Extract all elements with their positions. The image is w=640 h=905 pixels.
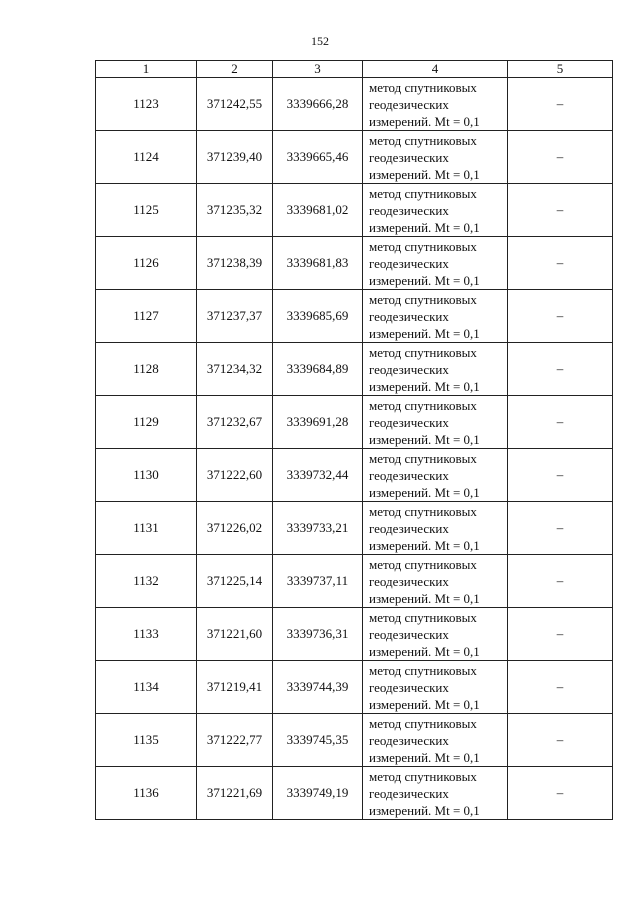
note-cell: – <box>508 131 613 184</box>
method-cell <box>363 714 508 767</box>
point-number-cell: 1135 <box>96 714 197 767</box>
x-coordinate-cell: 371221,69 <box>197 767 273 820</box>
method-line: метод спутниковых <box>369 662 477 678</box>
x-coordinate-cell: 371239,40 <box>197 131 273 184</box>
page-number: 152 <box>311 34 329 48</box>
method-line: метод спутниковых <box>369 291 477 307</box>
note-cell: – <box>508 714 613 767</box>
method-line: метод спутниковых <box>369 556 477 572</box>
x-coordinate-cell: 371235,32 <box>197 184 273 237</box>
x-coordinate-cell: 371225,14 <box>197 555 273 608</box>
method-cell <box>363 502 508 555</box>
method-line: геодезических <box>369 785 449 801</box>
method-line: метод спутниковых <box>369 344 477 360</box>
method-line: измерений. Mt = 0,1 <box>369 378 480 394</box>
note-cell: – <box>508 78 613 131</box>
method-line: измерений. Mt = 0,1 <box>369 749 480 765</box>
x-coordinate-cell: 371238,39 <box>197 237 273 290</box>
method-cell <box>363 555 508 608</box>
y-coordinate-cell: 3339685,69 <box>273 290 363 343</box>
column-header-2: 2 <box>197 61 273 78</box>
method-cell <box>363 290 508 343</box>
method-line: метод спутниковых <box>369 397 477 413</box>
y-coordinate-cell: 3339733,21 <box>273 502 363 555</box>
method-line: геодезических <box>369 626 449 642</box>
x-coordinate-cell: 371234,32 <box>197 343 273 396</box>
point-number-cell: 1129 <box>96 396 197 449</box>
point-number-cell: 1125 <box>96 184 197 237</box>
method-line: метод спутниковых <box>369 715 477 731</box>
method-line: измерений. Mt = 0,1 <box>369 484 480 500</box>
point-number-cell: 1136 <box>96 767 197 820</box>
method-line: измерений. Mt = 0,1 <box>369 219 480 235</box>
method-cell <box>363 661 508 714</box>
table-row <box>96 608 613 661</box>
x-coordinate-cell: 371222,60 <box>197 449 273 502</box>
method-line: измерений. Mt = 0,1 <box>369 272 480 288</box>
method-line: метод спутниковых <box>369 79 477 95</box>
note-cell: – <box>508 767 613 820</box>
note-cell: – <box>508 290 613 343</box>
method-line: геодезических <box>369 202 449 218</box>
x-coordinate-cell: 371242,55 <box>197 78 273 131</box>
table-row <box>96 767 613 820</box>
table-body <box>96 78 613 820</box>
method-cell <box>363 449 508 502</box>
method-line: метод спутниковых <box>369 768 477 784</box>
method-line: геодезических <box>369 520 449 536</box>
x-coordinate-cell: 371237,37 <box>197 290 273 343</box>
point-number-cell: 1132 <box>96 555 197 608</box>
point-number-cell: 1126 <box>96 237 197 290</box>
coordinates-table <box>95 60 613 820</box>
method-line: измерений. Mt = 0,1 <box>369 431 480 447</box>
note-cell: – <box>508 502 613 555</box>
method-cell <box>363 78 508 131</box>
table-row <box>96 661 613 714</box>
table-row <box>96 449 613 502</box>
column-header-5: 5 <box>508 61 613 78</box>
point-number-cell: 1130 <box>96 449 197 502</box>
table-row <box>96 343 613 396</box>
y-coordinate-cell: 3339744,39 <box>273 661 363 714</box>
method-line: метод спутниковых <box>369 185 477 201</box>
method-line: геодезических <box>369 732 449 748</box>
note-cell: – <box>508 555 613 608</box>
method-line: геодезических <box>369 149 449 165</box>
x-coordinate-cell: 371221,60 <box>197 608 273 661</box>
y-coordinate-cell: 3339691,28 <box>273 396 363 449</box>
method-line: измерений. Mt = 0,1 <box>369 325 480 341</box>
method-line: измерений. Mt = 0,1 <box>369 696 480 712</box>
point-number-cell: 1134 <box>96 661 197 714</box>
column-header-4: 4 <box>363 61 508 78</box>
method-cell <box>363 767 508 820</box>
method-line: геодезических <box>369 96 449 112</box>
note-cell: – <box>508 608 613 661</box>
method-line: геодезических <box>369 361 449 377</box>
method-line: измерений. Mt = 0,1 <box>369 590 480 606</box>
method-line: метод спутниковых <box>369 238 477 254</box>
y-coordinate-cell: 3339681,83 <box>273 237 363 290</box>
y-coordinate-cell: 3339749,19 <box>273 767 363 820</box>
x-coordinate-cell: 371219,41 <box>197 661 273 714</box>
note-cell: – <box>508 661 613 714</box>
header-row <box>96 61 613 78</box>
method-cell <box>363 343 508 396</box>
y-coordinate-cell: 3339732,44 <box>273 449 363 502</box>
note-cell: – <box>508 237 613 290</box>
y-coordinate-cell: 3339684,89 <box>273 343 363 396</box>
y-coordinate-cell: 3339737,11 <box>273 555 363 608</box>
method-line: геодезических <box>369 255 449 271</box>
table-row <box>96 502 613 555</box>
method-line: геодезических <box>369 414 449 430</box>
x-coordinate-cell: 371222,77 <box>197 714 273 767</box>
point-number-cell: 1123 <box>96 78 197 131</box>
note-cell: – <box>508 343 613 396</box>
point-number-cell: 1124 <box>96 131 197 184</box>
method-line: геодезических <box>369 467 449 483</box>
method-cell <box>363 608 508 661</box>
method-cell <box>363 237 508 290</box>
y-coordinate-cell: 3339665,46 <box>273 131 363 184</box>
method-line: геодезических <box>369 679 449 695</box>
method-line: измерений. Mt = 0,1 <box>369 802 480 818</box>
method-cell <box>363 396 508 449</box>
y-coordinate-cell: 3339745,35 <box>273 714 363 767</box>
method-line: метод спутниковых <box>369 450 477 466</box>
x-coordinate-cell: 371226,02 <box>197 502 273 555</box>
point-number-cell: 1131 <box>96 502 197 555</box>
note-cell: – <box>508 184 613 237</box>
method-line: измерений. Mt = 0,1 <box>369 166 480 182</box>
point-number-cell: 1127 <box>96 290 197 343</box>
table-row <box>96 555 613 608</box>
y-coordinate-cell: 3339666,28 <box>273 78 363 131</box>
method-cell <box>363 184 508 237</box>
table-row <box>96 237 613 290</box>
point-number-cell: 1133 <box>96 608 197 661</box>
method-line: метод спутниковых <box>369 609 477 625</box>
method-line: метод спутниковых <box>369 132 477 148</box>
y-coordinate-cell: 3339736,31 <box>273 608 363 661</box>
table-row <box>96 290 613 343</box>
x-coordinate-cell: 371232,67 <box>197 396 273 449</box>
note-cell: – <box>508 449 613 502</box>
method-line: измерений. Mt = 0,1 <box>369 537 480 553</box>
table-header <box>96 61 613 78</box>
method-line: метод спутниковых <box>369 503 477 519</box>
table-row <box>96 396 613 449</box>
method-line: измерений. Mt = 0,1 <box>369 643 480 659</box>
method-line: геодезических <box>369 573 449 589</box>
point-number-cell: 1128 <box>96 343 197 396</box>
method-cell <box>363 131 508 184</box>
table-row <box>96 184 613 237</box>
y-coordinate-cell: 3339681,02 <box>273 184 363 237</box>
method-line: геодезических <box>369 308 449 324</box>
column-header-3: 3 <box>273 61 363 78</box>
table-row <box>96 714 613 767</box>
method-line: измерений. Mt = 0,1 <box>369 113 480 129</box>
table-row <box>96 131 613 184</box>
note-cell: – <box>508 396 613 449</box>
table-row <box>96 78 613 131</box>
column-header-1: 1 <box>96 61 197 78</box>
